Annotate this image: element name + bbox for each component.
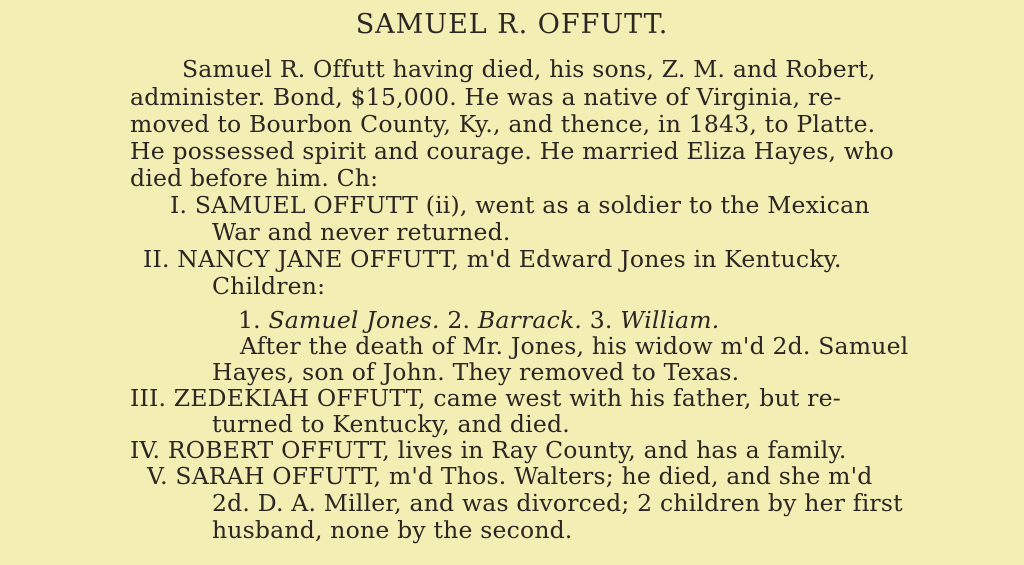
child-number: 2.	[439, 306, 478, 334]
list-item-line: 2d. D. A. Miller, and was divorced; 2 children by her first	[212, 489, 903, 517]
child-name: Samuel Jones.	[268, 306, 440, 334]
paragraph-line: died before him. Ch:	[130, 164, 379, 192]
paragraph-line: He possessed spirit and courage. He married Eliza Hayes, who	[130, 137, 894, 165]
list-item-line: Children:	[212, 272, 326, 300]
child-name: William.	[620, 306, 720, 334]
paragraph-line: Samuel R. Offutt having died, his sons, Z. M. and Robert,	[182, 55, 876, 83]
list-item-line: V. SARAH OFFUTT, m'd Thos. Walters; he died, and she m'd	[147, 462, 873, 490]
list-item-line: III. ZEDEKIAH OFFUTT, came west with his father, but re-	[130, 384, 841, 412]
list-item-line: I. SAMUEL OFFUTT (ii), went as a soldier to the Mexican	[170, 191, 870, 219]
list-item-line: turned to Kentucky, and died.	[212, 410, 570, 438]
list-item-line: War and never returned.	[212, 218, 511, 246]
paragraph-line: moved to Bourbon County, Ky., and thence, in 1843, to Platte.	[130, 110, 876, 138]
child-number: 1.	[238, 306, 269, 334]
child-name: Barrack.	[477, 306, 583, 334]
list-item-line: II. NANCY JANE OFFUTT, m'd Edward Jones in Kentucky.	[143, 245, 842, 273]
page-title: SAMUEL R. OFFUTT.	[355, 9, 669, 40]
list-item-line: husband, none by the second.	[212, 516, 573, 544]
child-number: 3.	[582, 306, 621, 334]
list-item-line: IV. ROBERT OFFUTT, lives in Ray County, and has a family.	[130, 436, 847, 464]
paragraph-line: Hayes, son of John. They removed to Texas.	[212, 358, 740, 386]
paragraph-line: After the death of Mr. Jones, his widow m'd 2d. Samuel	[240, 332, 909, 360]
paragraph-line: administer. Bond, $15,000. He was a native of Virginia, re-	[130, 83, 842, 111]
children-line	[238, 307, 719, 334]
